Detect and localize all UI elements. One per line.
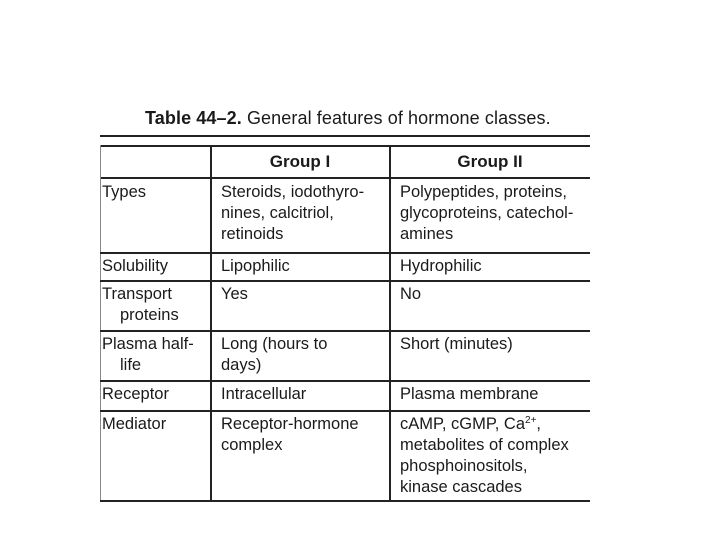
table-number: Table 44–2. [145,108,242,128]
row-rule [100,252,590,254]
cell-line: glycoproteins, catechol- [400,204,574,222]
row-label [102,334,194,376]
row-label [102,182,146,203]
group-1-cell [221,182,364,245]
header-group-2: Group II [457,152,523,171]
cell-line: Types [102,183,147,201]
cell-line: complex [221,436,283,454]
row-label [102,414,166,435]
cell-line: Lipophilic [221,257,290,275]
header-top-rule [100,145,590,147]
cell-line: days) [221,356,262,374]
row-rule [100,410,590,412]
cell-line: No [400,285,422,303]
cell-line: Receptor [102,385,169,403]
row-rule [100,330,590,332]
row-label [102,256,168,277]
cell-line: metabolites of complex [400,436,569,454]
cell-line: retinoids [221,225,284,243]
col-divider-2 [389,145,391,500]
cell-line: nines, calcitriol, [221,204,334,222]
row-rule [100,280,590,282]
cell-line: amines [400,225,454,243]
group-1-cell [221,256,290,277]
group-1-cell [221,284,248,305]
cell-line: Solubility [102,257,169,275]
cell-line: Plasma half- [102,335,194,353]
table-caption: General features of hormone classes. [246,108,551,128]
cell-line: Hydrophilic [400,257,482,275]
cell-line: life [120,356,142,374]
group-1-cell [221,414,359,456]
group-1-cell [221,334,327,376]
group-1-cell [221,384,306,405]
cell-line: phosphoinositols, [400,457,528,475]
table-title [145,108,551,129]
row-rule [100,380,590,382]
cell-line: Intracellular [221,385,307,403]
cell-line: Yes [221,285,248,303]
row-rule [100,500,590,502]
group-2-cell [400,414,569,498]
cell-line: Plasma membrane [400,385,539,403]
cell-line: Short (minutes) [400,335,513,353]
cell-line: kinase cascades [400,478,522,496]
cell-line: Polypeptides, proteins, [400,183,567,201]
row-label [102,384,169,405]
header-bottom-rule [100,177,590,179]
header-group-1: Group I [269,152,331,171]
cell-line: Transport [102,285,172,303]
left-border [100,145,101,500]
group-2-cell [400,182,573,245]
group-2-cell [400,256,482,277]
group-2-cell [400,384,538,405]
cell-line: cAMP, cGMP, $Ca^{2+}$, [400,415,542,433]
cell-line: Steroids, iodothyro- [221,183,365,201]
col-divider-1 [210,145,212,500]
cell-line: Mediator [102,415,167,433]
superscript: 2+ [525,415,537,426]
cell-line: Receptor-hormone [221,415,359,433]
cell-line: Long (hours to [221,335,328,353]
row-label [102,284,179,326]
group-2-cell [400,284,421,305]
cell-line: proteins [120,306,179,324]
top-rule [100,135,590,137]
group-2-cell [400,334,513,355]
